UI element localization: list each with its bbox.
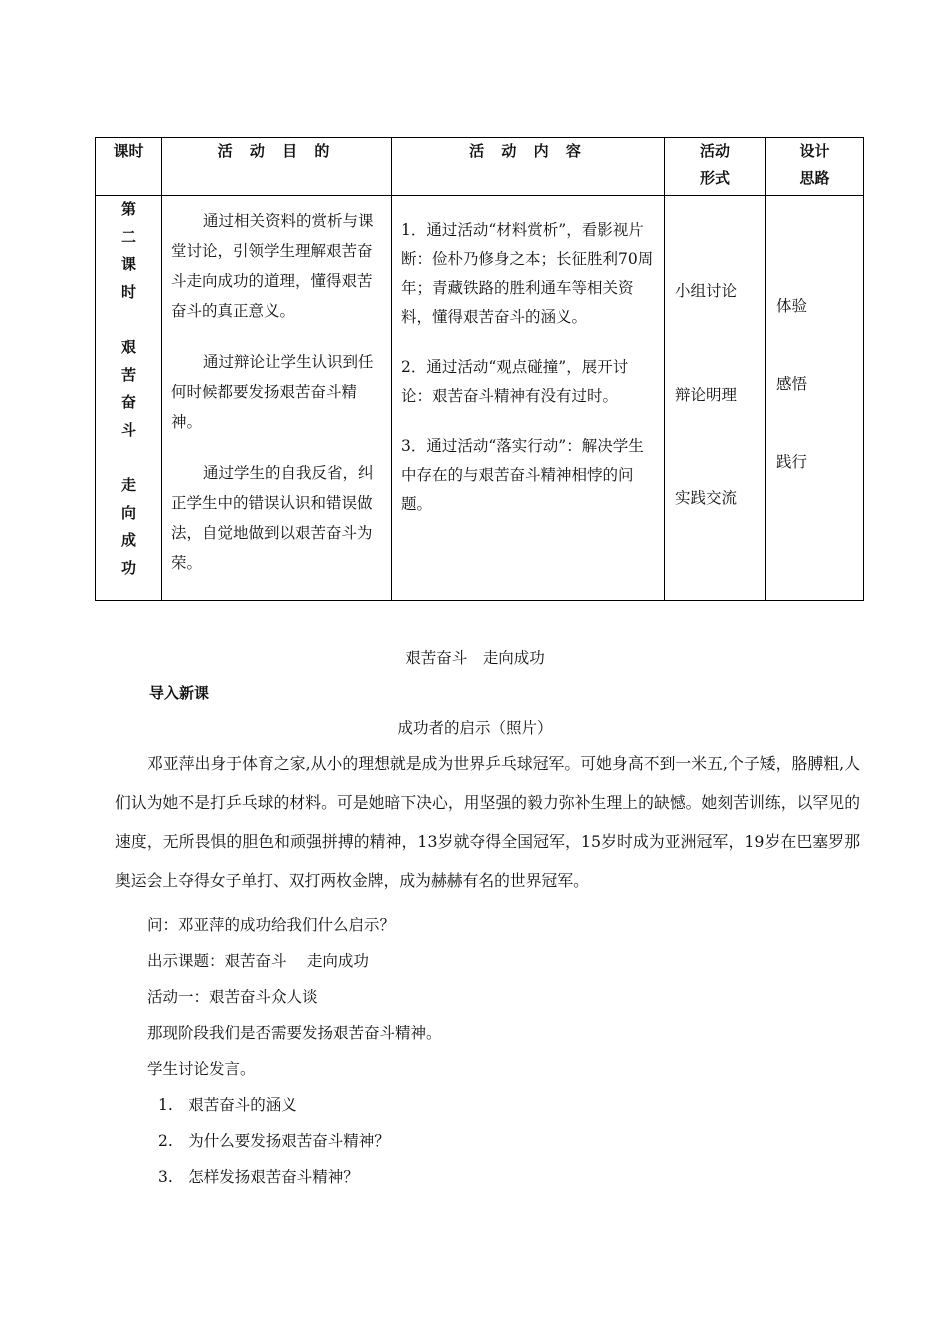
lesson-char: 时 bbox=[120, 282, 136, 301]
topic-line: 出示课题：艰苦奋斗 走向成功 bbox=[147, 952, 369, 970]
subtitle: 成功者的启示（照片） bbox=[397, 719, 553, 737]
table-row bbox=[96, 196, 864, 601]
design-item: 体验 bbox=[776, 297, 808, 315]
lesson-char: 功 bbox=[120, 558, 136, 577]
list-item: 1. 艰苦奋斗的涵义 bbox=[158, 1096, 297, 1114]
list-item: 2. 为什么要发扬艰苦奋斗精神？ bbox=[158, 1132, 390, 1150]
activity-line: 活动一：艰苦奋斗众人谈 bbox=[147, 988, 318, 1006]
lesson-char: 二 bbox=[120, 227, 136, 246]
header-goal: 活 动 目 的 bbox=[162, 138, 392, 196]
lesson-char: 向 bbox=[120, 503, 136, 522]
lesson-char: 成 bbox=[120, 531, 136, 549]
content-cell bbox=[392, 196, 665, 601]
content-paragraph: 1．通过活动“材料赏析”，看影视片断：俭朴乃修身之本；长征胜利70周年；青藏铁路的胜利通车等相关资料，懂得艰苦奋斗的涵义。 bbox=[401, 221, 654, 326]
lesson-cell bbox=[96, 196, 162, 601]
form-item: 小组讨论 bbox=[675, 282, 738, 300]
goal-cell bbox=[162, 196, 392, 601]
form-cell bbox=[665, 196, 766, 601]
header-form bbox=[665, 138, 766, 196]
content-paragraph: 2．通过活动“观点碰撞”，展开讨论：艰苦奋斗精神有没有过时。 bbox=[401, 358, 629, 405]
lesson-char: 课 bbox=[120, 255, 136, 273]
form-item: 辩论明理 bbox=[675, 386, 738, 404]
goal-paragraph: 通过相关资料的赏析与课堂讨论，引领学生理解艰苦奋斗走向成功的道理，懂得艰苦奋斗的真正意义。 bbox=[171, 212, 374, 320]
header-design-line2: 思路 bbox=[799, 169, 830, 187]
lesson-char: 奋 bbox=[120, 393, 136, 411]
list-item: 3. 怎样发扬艰苦奋斗精神？ bbox=[158, 1168, 359, 1186]
story-paragraph: 邓亚萍出身于体育之家,从小的理想就是成为世界乒乓球冠军。可她身高不到一米五,个子矮，胳膊粗,人们认为她不是打乒乓球的材料。可是她暗下决心，用坚强的毅力弥补生理上的缺憾。她刻苦训练，以罕见的速度，无所畏惧的胆色和顽强拼搏的精神，13岁就夺得全国冠军，15岁时成为亚洲冠军，19岁在巴塞罗那奥运会上夺得女子单打、双打两枚金牌，成为赫赫有名的世界冠军。 bbox=[115, 754, 860, 890]
content-paragraph: 3．通过活动“落实行动”：解决学生中存在的与艰苦奋斗精神相悖的问题。 bbox=[401, 437, 644, 513]
design-item: 感悟 bbox=[776, 375, 808, 393]
document-title: 艰苦奋斗 走向成功 bbox=[405, 649, 545, 667]
table-header-row bbox=[96, 138, 864, 196]
discuss-line: 学生讨论发言。 bbox=[147, 1060, 256, 1078]
header-form-line2: 形式 bbox=[699, 169, 730, 187]
header-form-line1: 活动 bbox=[699, 142, 730, 160]
lesson-char: 艰 bbox=[120, 338, 136, 356]
lesson-char: 苦 bbox=[120, 365, 136, 384]
goal-paragraph: 通过学生的自我反省，纠正学生中的错误认识和错误做法，自觉地做到以艰苦奋斗为荣。 bbox=[171, 464, 374, 572]
header-design-line1: 设计 bbox=[799, 142, 830, 160]
question-line: 问：邓亚萍的成功给我们什么启示？ bbox=[147, 916, 396, 934]
form-item: 实践交流 bbox=[675, 489, 738, 507]
lesson-char: 斗 bbox=[120, 420, 136, 439]
prompt-line: 那现阶段我们是否需要发扬艰苦奋斗精神。 bbox=[147, 1024, 442, 1042]
header-content: 活 动 内 容 bbox=[392, 138, 665, 196]
section-heading: 导入新课 bbox=[149, 684, 210, 702]
header-lesson: 课时 bbox=[96, 138, 162, 196]
design-item: 践行 bbox=[776, 453, 808, 471]
header-design bbox=[766, 138, 864, 196]
lesson-char: 第 bbox=[120, 200, 136, 218]
lesson-plan-table bbox=[95, 137, 864, 601]
design-cell bbox=[766, 196, 864, 601]
lesson-char: 走 bbox=[120, 476, 136, 494]
goal-paragraph: 通过辩论让学生认识到任何时候都要发扬艰苦奋斗精神。 bbox=[171, 353, 374, 431]
